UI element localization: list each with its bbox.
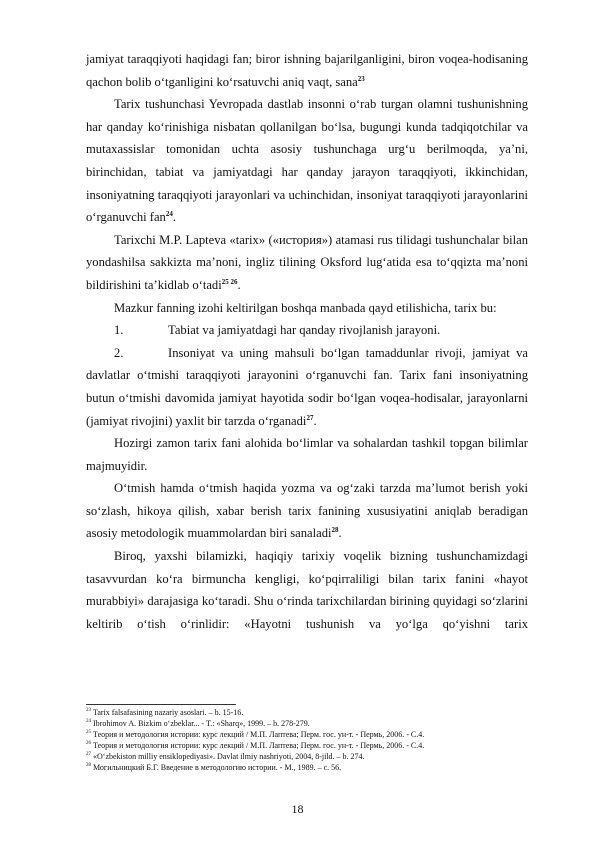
footnote-ref[interactable]: 24 xyxy=(165,209,173,218)
paragraph: O‘tmish hamda o‘tmish haqida yozma va og‘zaki tarzda ma’lumot berish yoki so‘zlash, hikoya qilish, xabar berish tarix fanining xususiyatini aniqlab beradigan asosiy metodologik muammolardan biri sanaladi$^{28}$. xyxy=(86,481,528,541)
body-text xyxy=(86,48,528,635)
list-number: 1. xyxy=(114,323,124,338)
footnote-divider xyxy=(86,704,236,705)
footnote-ref[interactable]: 27 xyxy=(306,413,314,422)
footnotes xyxy=(86,704,528,773)
footnote: $^{26}$ Теория и методология истории: курс лекций / М.П. Лаптева; Перм. гос. ун-т. - Пермь, 2006. - С.4. xyxy=(86,740,425,750)
footnote: $^{27}$ «O‘zbekiston milliy ensiklopediyasi». Davlat ilmiy nashriyoti, 2004, 8-jild. – b. 274. xyxy=(86,751,365,761)
footnote: $^{28}$ Могильницкий Б.Г. Введение в методологию истории. - М., 1989. – с. 56. xyxy=(86,762,342,772)
paragraph: jamiyat taraqqiyoti haqidagi fan; biror ishning bajarilganligini, biron voqea-hodisaning qachon bolib o‘tganligini ko‘rsatuvchi aniq vaqt, sana$^{23}$ xyxy=(86,52,528,89)
list-item: 1. Tabiat va jamiyatdagi har qanday rivojlanish jarayoni. xyxy=(86,319,528,342)
paragraph: Biroq, yaxshi bilamizki, haqiqiy tarixiy voqelik bizning tushunchamizdagi tasavvurdan ko‘ra birmuncha kengligi, ko‘pqirraliligi bilan tarix fanini «hayot murabbiyi» darajasiga ko‘taradi. Shu o‘rinda tarixchilardan birining quyidagi so‘zlarini keltirib o‘tish o‘rinlidir: «Hayotni tushunish va yo‘lga qo‘yishni tarix xyxy=(86,549,528,631)
footnote-ref[interactable]: 25 26 xyxy=(221,277,238,286)
footnote: $^{24}$ Ibrohimov A. Bizkim o‘zbeklar... - T.: «Sharq», 1999. – b. 278-279. xyxy=(86,718,310,728)
footnote-ref[interactable]: 28 xyxy=(331,526,339,535)
paragraph: Mazkur fanning izohi keltirilgan boshqa manbada qayd etilishicha, tarix bu: xyxy=(114,300,497,315)
paragraph: Tarix tushunchasi Yevropada dastlab insonni o‘rab turgan olamni tushunishning har qanday ko‘rinishiga nisbatan qollanilgan bo‘lsa, bugungi kunda tadqiqotchilar va mutaxassislar tomonidan uchta asosiy tushunchaga urg‘u berilmoqda, ya’ni, birinchidan, tabiat va jamiyatdagi har qanday jarayon taraqqiyoti, ikkinchidan, insoniyatning taraqqiyoti jarayonlari va uchinchidan, insoniyat taraqqiyoti jarayonlarini o‘rganuvchi fan$^{24}$. xyxy=(86,97,528,225)
paragraph: Tarixchi M.P. Lapteva «tarix» («история») atamasi rus tilidagi tushunchalar bilan yondashilsa sakkizta ma’noni, ingliz tilining Oksford lug‘atida esa to‘qqizta ma’noni bildirishini ta’kidlab o‘tadi$^{25 26}$. xyxy=(86,232,528,292)
paragraph: Hozirgi zamon tarix fani alohida bo‘limlar va sohalardan tashkil topgan bilimlar majmuyidir. xyxy=(86,436,528,473)
page-number: 18 xyxy=(291,802,304,816)
footnote: $^{25}$ Теория и методология истории: курс лекций / М.П. Лаптева; Перм. гос. ун-т. - Пермь, 2006. - С.4. xyxy=(86,729,425,739)
list-item: 2. Insoniyat va uning mahsuli bo‘lgan tamaddunlar rivoji, jamiyat va davlatlar o‘tmishi taraqqiyoti jarayonini o‘rganuvchi fan. Tarix fani insoniyatning butun o‘tmishi davomida jamiyat hayotida sodir bo‘lgan voqea-hodisalar, jarayonlarni (jamiyat rivojini) yaxlit bir tarzda o‘rganadi$^{27}$. xyxy=(86,342,528,432)
footnote-ref[interactable]: 23 xyxy=(357,74,365,83)
list-number: 2. xyxy=(114,345,124,360)
footnote: $^{23}$ Tarix falsafasining nazariy asoslari. – b. 15-16. xyxy=(86,708,244,717)
